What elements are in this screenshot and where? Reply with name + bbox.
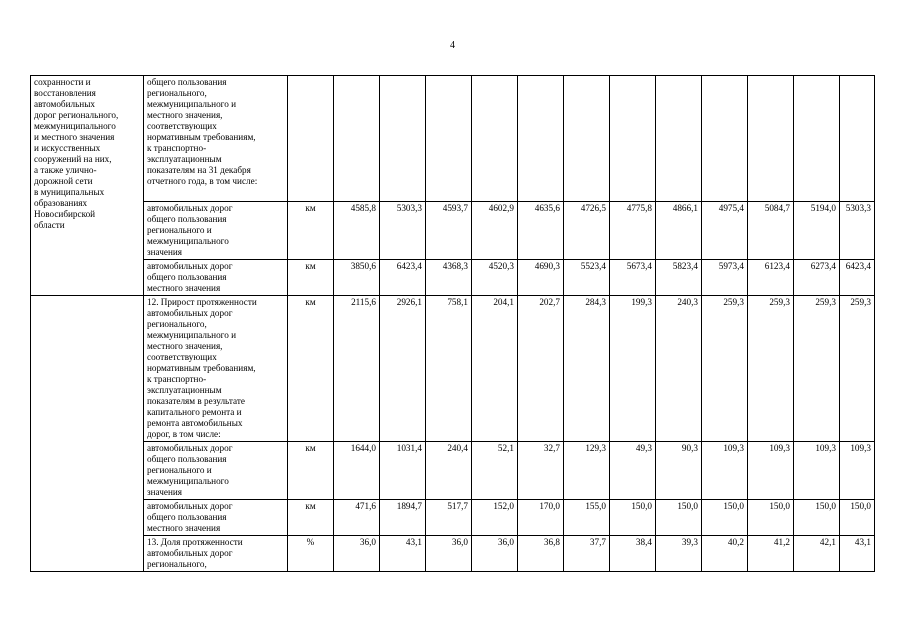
value-cell: 4975,4 — [702, 202, 748, 260]
goal-cell — [31, 76, 144, 296]
value-cell — [748, 76, 794, 202]
value-cell: 5973,4 — [702, 260, 748, 296]
value-cell: 5823,4 — [656, 260, 702, 296]
value-cell: 40,2 — [702, 536, 748, 572]
table-row — [31, 76, 875, 202]
value-cell: 36,8 — [518, 536, 564, 572]
value-cell: 517,7 — [426, 500, 472, 536]
indicator-cell: общего пользования регионального, межмуниципального и местного значения, соответствующих нормативным требованиям, к транспортно- эксплуатационным показателям на 31 декабря отчетного года, в том числе: — [144, 76, 288, 202]
table-row — [31, 296, 875, 442]
value-cell: 5303,3 — [380, 202, 426, 260]
value-cell: 1644,0 — [334, 442, 380, 500]
value-cell: 170,0 — [518, 500, 564, 536]
value-cell — [472, 76, 518, 202]
indicators-table — [30, 75, 875, 572]
value-cell: 36,0 — [472, 536, 518, 572]
value-cell: 150,0 — [748, 500, 794, 536]
value-cell: 259,3 — [840, 296, 875, 442]
value-cell: 4602,9 — [472, 202, 518, 260]
value-cell: 6423,4 — [380, 260, 426, 296]
value-cell: 471,6 — [334, 500, 380, 536]
value-cell: 37,7 — [564, 536, 610, 572]
value-cell: 4635,6 — [518, 202, 564, 260]
value-cell: 52,1 — [472, 442, 518, 500]
value-cell: 4520,3 — [472, 260, 518, 296]
goal-text: сохранности и восстановления автомобильных дорог регионального, межмуниципального и местного значения и искусственных сооружений на них, а также улично- дорожной сети в муниципальных образованиях Новосибирской области — [34, 77, 119, 230]
value-cell: 259,3 — [702, 296, 748, 442]
indicator-cell: 12. Прирост протяженности автомобильных дорог регионального, межмуниципального и местного значения, соответствующих нормативным требованиям, к транспортно- эксплуатационным показателям в результате капитального ремонта и ремонта автомобильных дорог, в том числе: — [144, 296, 288, 442]
value-cell: 4726,5 — [564, 202, 610, 260]
unit-cell: км — [288, 260, 334, 296]
value-cell: 4866,1 — [656, 202, 702, 260]
value-cell: 43,1 — [380, 536, 426, 572]
value-cell: 2926,1 — [380, 296, 426, 442]
value-cell: 5673,4 — [610, 260, 656, 296]
value-cell: 6123,4 — [748, 260, 794, 296]
unit-cell: км — [288, 202, 334, 260]
indicator-cell: автомобильных дорог общего пользования регионального и межмуниципального значения — [144, 202, 288, 260]
value-cell: 5303,3 — [840, 202, 875, 260]
value-cell — [518, 76, 564, 202]
value-cell: 4368,3 — [426, 260, 472, 296]
value-cell — [610, 76, 656, 202]
value-cell: 4593,7 — [426, 202, 472, 260]
value-cell: 129,3 — [564, 442, 610, 500]
indicator-cell: автомобильных дорог общего пользования местного значения — [144, 260, 288, 296]
value-cell: 1894,7 — [380, 500, 426, 536]
value-cell: 36,0 — [334, 536, 380, 572]
indicator-cell: 13. Доля протяженности автомобильных дорог регионального, — [144, 536, 288, 572]
value-cell: 259,3 — [748, 296, 794, 442]
table-row — [31, 500, 875, 536]
value-cell: 150,0 — [610, 500, 656, 536]
value-cell — [840, 76, 875, 202]
value-cell — [380, 76, 426, 202]
value-cell — [702, 76, 748, 202]
unit-cell: км — [288, 500, 334, 536]
value-cell — [564, 76, 610, 202]
value-cell: 4690,3 — [518, 260, 564, 296]
value-cell: 259,3 — [794, 296, 840, 442]
value-cell: 109,3 — [702, 442, 748, 500]
value-cell — [334, 76, 380, 202]
value-cell — [794, 76, 840, 202]
value-cell: 42,1 — [794, 536, 840, 572]
unit-cell: км — [288, 442, 334, 500]
value-cell: 32,7 — [518, 442, 564, 500]
value-cell: 109,3 — [840, 442, 875, 500]
value-cell: 5084,7 — [748, 202, 794, 260]
value-cell: 41,2 — [748, 536, 794, 572]
value-cell — [426, 76, 472, 202]
value-cell: 3850,6 — [334, 260, 380, 296]
value-cell: 1031,4 — [380, 442, 426, 500]
value-cell: 49,3 — [610, 442, 656, 500]
value-cell: 152,0 — [472, 500, 518, 536]
table-row — [31, 442, 875, 500]
value-cell: 5194,0 — [794, 202, 840, 260]
value-cell: 199,3 — [610, 296, 656, 442]
table-row — [31, 260, 875, 296]
value-cell: 150,0 — [794, 500, 840, 536]
page-number: 4 — [450, 40, 455, 51]
value-cell: 150,0 — [656, 500, 702, 536]
value-cell: 202,7 — [518, 296, 564, 442]
value-cell: 6423,4 — [840, 260, 875, 296]
unit-cell: % — [288, 536, 334, 572]
value-cell: 150,0 — [702, 500, 748, 536]
value-cell: 6273,4 — [794, 260, 840, 296]
value-cell: 109,3 — [748, 442, 794, 500]
table-row — [31, 536, 875, 572]
value-cell: 758,1 — [426, 296, 472, 442]
value-cell: 38,4 — [610, 536, 656, 572]
value-cell: 43,1 — [840, 536, 875, 572]
value-cell: 150,0 — [840, 500, 875, 536]
value-cell: 39,3 — [656, 536, 702, 572]
value-cell: 36,0 — [426, 536, 472, 572]
value-cell: 2115,6 — [334, 296, 380, 442]
value-cell: 109,3 — [794, 442, 840, 500]
value-cell: 90,3 — [656, 442, 702, 500]
value-cell: 4775,8 — [610, 202, 656, 260]
value-cell: 240,3 — [656, 296, 702, 442]
indicator-cell: автомобильных дорог общего пользования местного значения — [144, 500, 288, 536]
indicator-cell: автомобильных дорог общего пользования регионального и межмуниципального значения — [144, 442, 288, 500]
value-cell: 240,4 — [426, 442, 472, 500]
table-row — [31, 202, 875, 260]
value-cell: 204,1 — [472, 296, 518, 442]
unit-cell — [288, 76, 334, 202]
value-cell: 284,3 — [564, 296, 610, 442]
value-cell: 4585,8 — [334, 202, 380, 260]
value-cell — [656, 76, 702, 202]
value-cell: 5523,4 — [564, 260, 610, 296]
unit-cell: км — [288, 296, 334, 442]
goal-cell-empty — [31, 296, 144, 572]
value-cell: 155,0 — [564, 500, 610, 536]
